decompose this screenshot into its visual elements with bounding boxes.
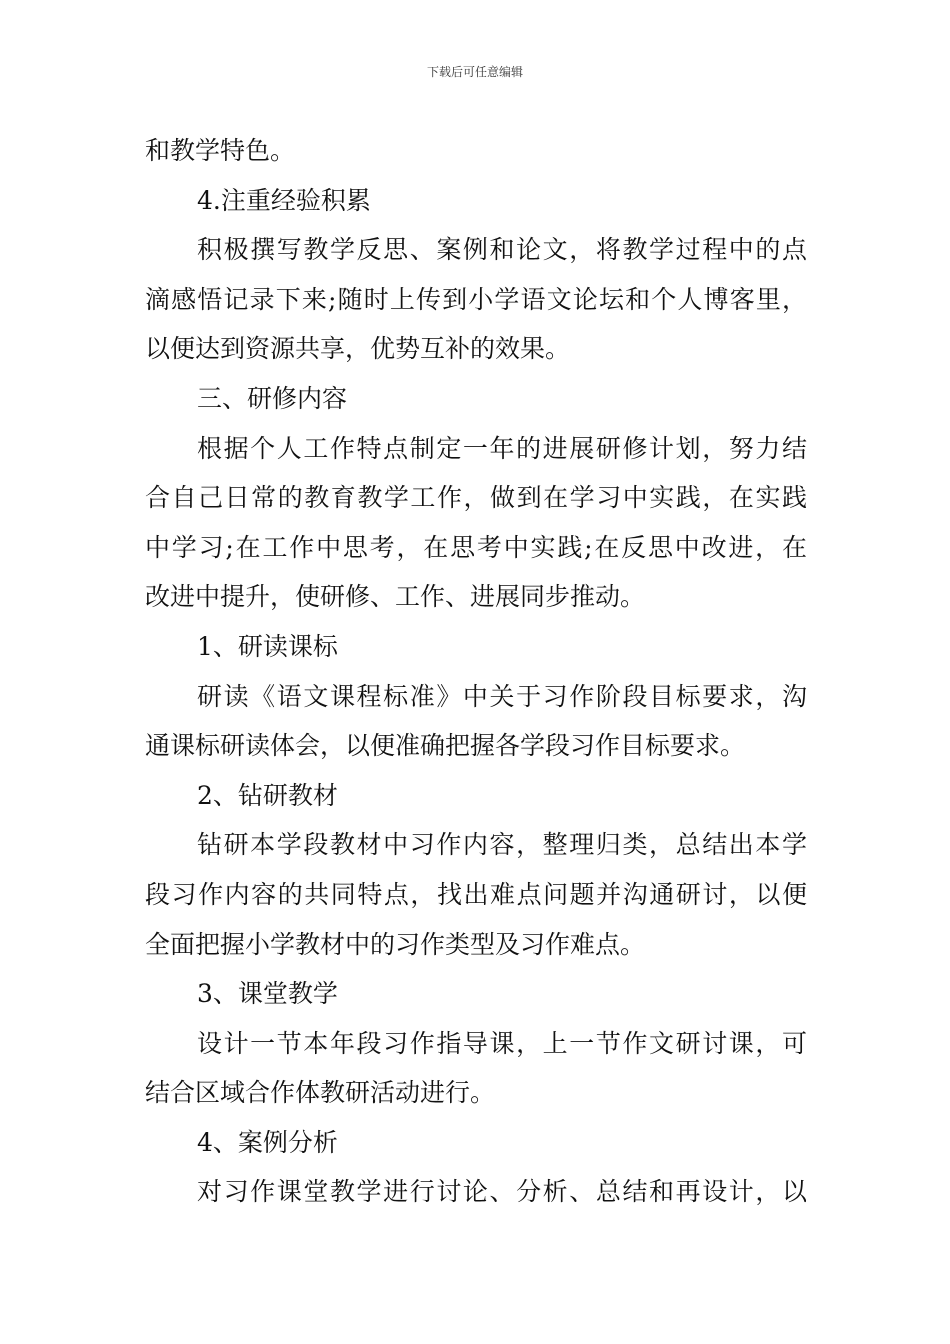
section-heading: 三、研修内容 <box>197 383 348 413</box>
paragraph-line: 滴感悟记录下来;随时上传到小学语文论坛和个人博客里， <box>145 284 807 314</box>
paragraph-line: 设计一节本年段习作指导课，上一节作文研讨课，可 <box>197 1028 807 1058</box>
page-header: 下载后可任意编辑 <box>426 65 523 79</box>
section-heading: 4、案例分析 <box>197 1127 338 1157</box>
paragraph-line: 改进中提升，使研修、工作、进展同步推动。 <box>145 582 646 612</box>
paragraph-line: 钻研本学段教材中习作内容，整理归类，总结出本学 <box>197 830 807 860</box>
section-heading: 2、钻研教材 <box>197 780 338 810</box>
section-heading: 3、课堂教学 <box>197 979 338 1009</box>
section-heading: 1、研读课标 <box>197 631 338 661</box>
paragraph-line: 对习作课堂教学进行讨论、分析、总结和再设计，以 <box>197 1177 807 1207</box>
paragraph-line: 通课标研读体会，以便准确把握各学段习作目标要求。 <box>145 731 746 761</box>
paragraph-line: 段习作内容的共同特点，找出难点问题并沟通研讨，以便 <box>145 879 807 909</box>
paragraph-line: 研读《语文课程标准》中关于习作阶段目标要求，沟 <box>197 681 807 711</box>
paragraph-line: 和教学特色。 <box>145 136 296 165</box>
paragraph-line: 合自己日常的教育教学工作，做到在学习中实践，在实践 <box>145 483 807 513</box>
paragraph-line: 中学习;在工作中思考，在思考中实践;在反思中改进，在 <box>145 532 807 562</box>
section-heading: 4.注重经验积累 <box>197 185 371 215</box>
document-body <box>145 126 807 1217</box>
paragraph-line: 以便达到资源共享，优势互补的效果。 <box>145 334 571 364</box>
paragraph-line: 结合区域合作体教研活动进行。 <box>145 1078 496 1108</box>
paragraph-line: 根据个人工作特点制定一年的进展研修计划，努力结 <box>197 433 807 463</box>
paragraph-line: 积极撰写教学反思、案例和论文，将教学过程中的点 <box>197 235 807 265</box>
paragraph-line: 全面把握小学教材中的习作类型及习作难点。 <box>145 929 646 959</box>
